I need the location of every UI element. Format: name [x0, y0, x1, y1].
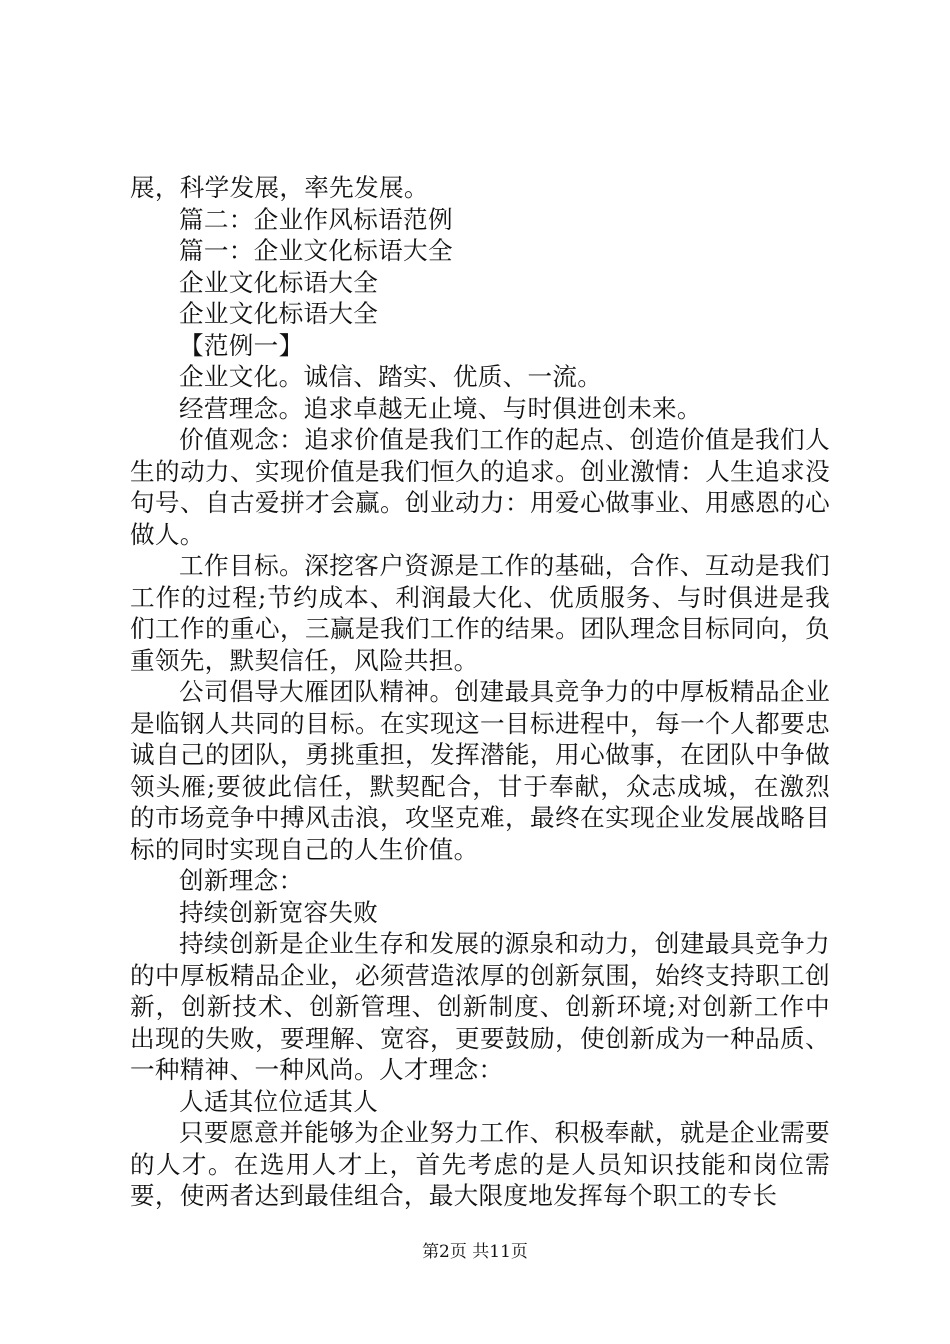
paragraph: 工作目标。深挖客户资源是工作的基础，合作、互动是我们工作的过程;节约成本、利润最大化、优质服务、与时俱进是我们工作的重心，三赢是我们工作的结果。团队理念目标同向，负重领先，默契信任，风险共担。: [130, 551, 830, 675]
paragraph: 创新理念：: [179, 866, 304, 895]
page-number-footer: 第2页 共11页: [422, 1242, 528, 1262]
paragraph: 人适其位位适其人: [179, 1086, 379, 1116]
paragraph: 企业文化标语大全: [179, 299, 379, 328]
paragraph: 展，科学发展，率先发展。: [130, 173, 429, 202]
paragraph: 公司倡导大雁团队精神。创建最具竞争力的中厚板精品企业是临钢人共同的目标。在实现这一目标进程中，每一个人都要忠诚自己的团队，勇挑重担，发挥潜能，用心做事，在团队中争做领头雁;要彼此信任，默契配合，甘于奉献，众志成城，在激烈的市场竞争中搏风击浪，攻坚克难，最终在实现企业发展战略目标的同时实现自己的人生价值。: [130, 677, 830, 864]
paragraph: 持续创新是企业生存和发展的源泉和动力，创建最具竞争力的中厚板精品企业，必须营造浓厚的创新氛围，始终支持职工创新，创新技术、创新管理、创新制度、创新环境;对创新工作中出现的失败，要理解、宽容，更要鼓励，使创新成为一种品质、一种精神、一种风尚。人才理念：: [130, 929, 830, 1084]
paragraph: 持续创新宽容失败: [179, 897, 379, 927]
paragraph: 企业文化。诚信、踏实、优质、一流。: [179, 362, 603, 391]
document-body: [130, 172, 830, 1212]
paragraph: 经营理念。追求卓越无止境、与时俱进创未来。: [179, 393, 702, 423]
paragraph: 【范例一】: [179, 330, 304, 360]
paragraph: 只要愿意并能够为企业努力工作、积极奉献，就是企业需要的人才。在选用人才上，首先考虑的是人员知识技能和岗位需要，使两者达到最佳组合，最大限度地发挥每个职工的专长: [130, 1118, 830, 1210]
paragraph: 篇二：企业作风标语范例: [179, 204, 453, 234]
paragraph: 企业文化标语大全: [179, 267, 379, 297]
paragraph: 价值观念：追求价值是我们工作的起点、创造价值是我们人生的动力、实现价值是我们恒久的追求。创业激情：人生追求没句号、自古爱拼才会赢。创业动力：用爱心做事业、用感恩的心做人。: [130, 425, 830, 549]
paragraph: 篇一：企业文化标语大全: [179, 236, 453, 265]
